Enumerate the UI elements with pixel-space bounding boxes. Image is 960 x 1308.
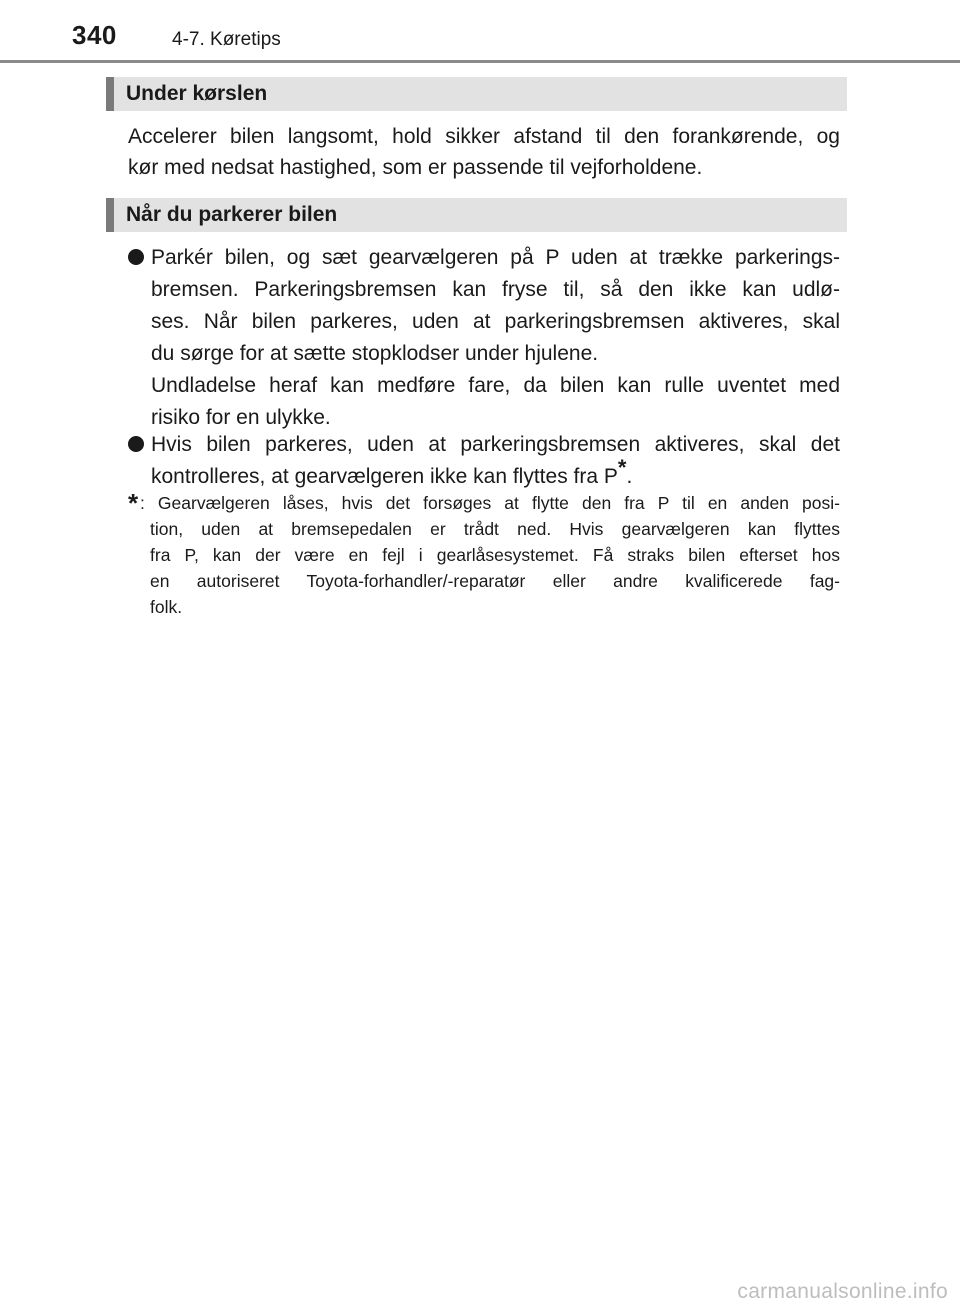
footnote-star: * [128, 488, 139, 518]
bullet-line: bremsen. Parkeringsbremsen kan fryse til, så den ikke kan udlø- [151, 278, 840, 301]
section-heading-parkering [106, 198, 847, 232]
bullet-item-parkering [128, 242, 840, 432]
bullet-item-kontrol [128, 429, 840, 493]
footnote-line: en autoriseret Toyota-forhandler/-reparatør eller andre kvalificerede fag- [150, 571, 840, 591]
bullet-line: risiko for en ulykke. [151, 406, 331, 429]
header-rule [0, 60, 960, 63]
bullet-line: ses. Når bilen parkeres, uden at parkeringsbremsen aktiveres, skal [151, 310, 840, 333]
section-title: Under kørslen [126, 82, 268, 105]
paragraph-line: kør med nedsat hastighed, som er passende til vejforholdene. [128, 156, 703, 179]
bullet-period: . [626, 465, 633, 488]
bullet-line: Undladelse heraf kan medføre fare, da bilen kan rulle uventet med [151, 374, 840, 397]
bullet-line: Parkér bilen, og sæt gearvælgeren på P uden at trække parkerings- [151, 246, 840, 269]
footnote-line: tion, uden at bremsepedalen er trådt ned. Hvis gearvælgeren kan flyttes [150, 519, 840, 539]
section-accent [106, 198, 114, 232]
bullet-dot-icon [128, 249, 144, 265]
watermark: carmanualsonline.info [737, 1280, 948, 1303]
bullet-dot-icon [128, 436, 144, 452]
bullet-text: kontrolleres, at gearvælgeren ikke kan flyttes fra P [151, 465, 618, 488]
paragraph-line: Accelerer bilen langsomt, hold sikker afstand til den forankørende, og [128, 125, 840, 148]
section-heading-under-korslen [106, 77, 847, 111]
footnote-line: : Gearvælgeren låses, hvis det forsøges at flytte den fra P til en anden posi- [140, 493, 840, 513]
footnote-line: fra P, kan der være en fejl i gearlåsesystemet. Få straks bilen efterset hos [150, 545, 840, 565]
section1-paragraph [128, 121, 840, 183]
page-header [0, 0, 960, 66]
page-number: 340 [72, 20, 117, 50]
section-title: Når du parkerer bilen [126, 203, 338, 226]
chapter-title: 4-7. Køretips [172, 29, 281, 50]
footnote-marker: * [617, 455, 627, 480]
footnote-line: folk. [150, 597, 183, 617]
section-accent [106, 77, 114, 111]
bullet-line: Hvis bilen parkeres, uden at parkeringsbremsen aktiveres, skal det [151, 433, 840, 456]
bullet-line: du sørge for at sætte stopklodser under hjulene. [151, 342, 599, 365]
bullet-line-with-footnote [151, 455, 840, 492]
